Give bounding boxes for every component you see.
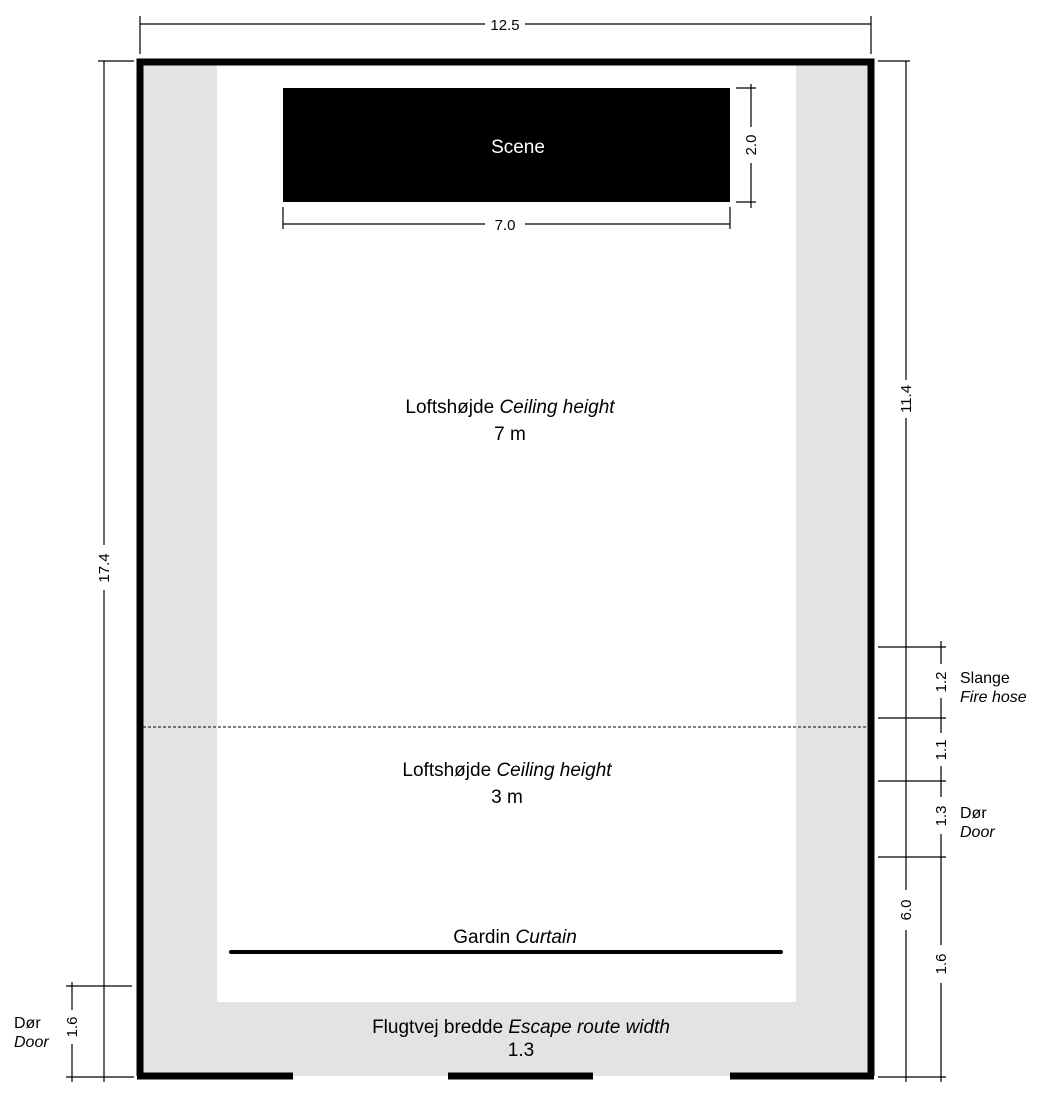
- hose-label-en: Fire hose: [960, 689, 1027, 706]
- bottom-right-dimension: 1.6: [933, 953, 950, 975]
- ceiling-upper-da: Loftshøjde: [405, 397, 495, 418]
- ceiling-lower-label: [402, 760, 612, 781]
- right-door-label-da: Dør: [960, 805, 987, 822]
- right-door-label-en: Door: [960, 824, 995, 841]
- ceiling-upper-label: [405, 397, 615, 418]
- ceiling-upper-value: 7 m: [494, 424, 526, 445]
- ceiling-lower-value: 3 m: [491, 787, 523, 808]
- left-door-label-en: Door: [14, 1034, 49, 1051]
- right-lower-dimension: 6.0: [898, 899, 915, 921]
- stage-width-dimension: 7.0: [494, 217, 516, 234]
- gap-dimension: 1.1: [933, 739, 950, 761]
- left-door-dimension: 1.6: [64, 1016, 81, 1038]
- hose-label-da: Slange: [960, 670, 1010, 687]
- escape-en: Escape route width: [508, 1017, 670, 1038]
- stage-label: Scene: [491, 137, 545, 158]
- escape-da: Flugtvej bredde: [372, 1017, 504, 1038]
- length-dimension: 17.4: [96, 553, 113, 583]
- curtain-da: Gardin: [453, 927, 511, 948]
- ceiling-upper-en: Ceiling height: [499, 397, 615, 418]
- ceiling-lower-en: Ceiling height: [496, 760, 612, 781]
- ceiling-lower-da: Loftshøjde: [402, 760, 492, 781]
- curtain-en: Curtain: [515, 927, 577, 948]
- hose-dimension: 1.2: [933, 671, 950, 693]
- inner-area: [217, 62, 796, 1002]
- stage-depth-dimension: 2.0: [743, 134, 760, 156]
- left-door-label-da: Dør: [14, 1015, 41, 1032]
- escape-value: 1.3: [507, 1040, 535, 1061]
- escape-label: [372, 1017, 670, 1038]
- width-dimension: 12.5: [490, 17, 520, 34]
- right-upper-dimension: 11.4: [898, 384, 915, 414]
- curtain-label: [453, 927, 577, 948]
- right-door-dimension: 1.3: [933, 805, 950, 827]
